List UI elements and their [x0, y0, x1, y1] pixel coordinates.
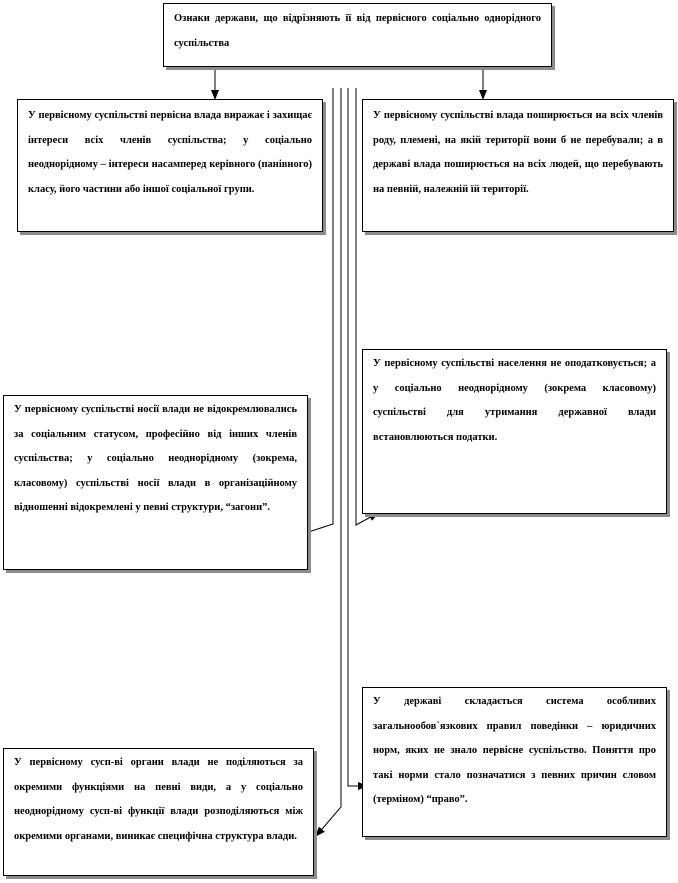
feature-box-power-structure: У первісному сусп-ві органи влади не поділяються за окремими функціями на певні види, а у соціально неоднорідному сусп-ві функції влади розподіляються між окремими органами, виникає специфічна структура влади.: [3, 748, 314, 876]
feature-box-territory: У первісному суспільстві влада поширюється на всіх членів роду, племені, на якій території вони б не перебували; а в державі влада поширюється на всіх людей, що перебувають на певній, належній їй території.: [362, 99, 674, 232]
feature-box-authority-bearers: У первісному суспільстві носії влади не відокремлювались за соціальним статусом, професійно від інших членів суспільства; у соціально неоднорідному (зокрема, класовому) суспільстві носії влади в організаційному відношенні відокремлені у певні структури, “загони”.: [3, 395, 308, 570]
feature-box-interests: У первісному суспільстві первісна влада виражає і захищає інтереси всіх членів суспільства; у соціально неоднорідному – інтереси насамперед керівного (панівного) класу, його частини або іншої соціальної групи.: [17, 99, 323, 232]
feature-box-taxes: У первісному суспільстві населення не оподатковується; а у соціально неоднорідному (зокрема класовому) суспільстві для утримання державної влади встановлюються податки.: [362, 349, 667, 514]
root-box: Ознаки держави, що відрізняють її від первісного соціально однорідного суспільства: [163, 3, 552, 67]
feature-box-law: У державі складається система особливих загальнообов`язкових правил поведінки – юридичних норм, яких не знало первісне суспільство. Поняття про такі норми стало позначатися з певних причин словом (терміном) “право”.: [362, 687, 667, 837]
